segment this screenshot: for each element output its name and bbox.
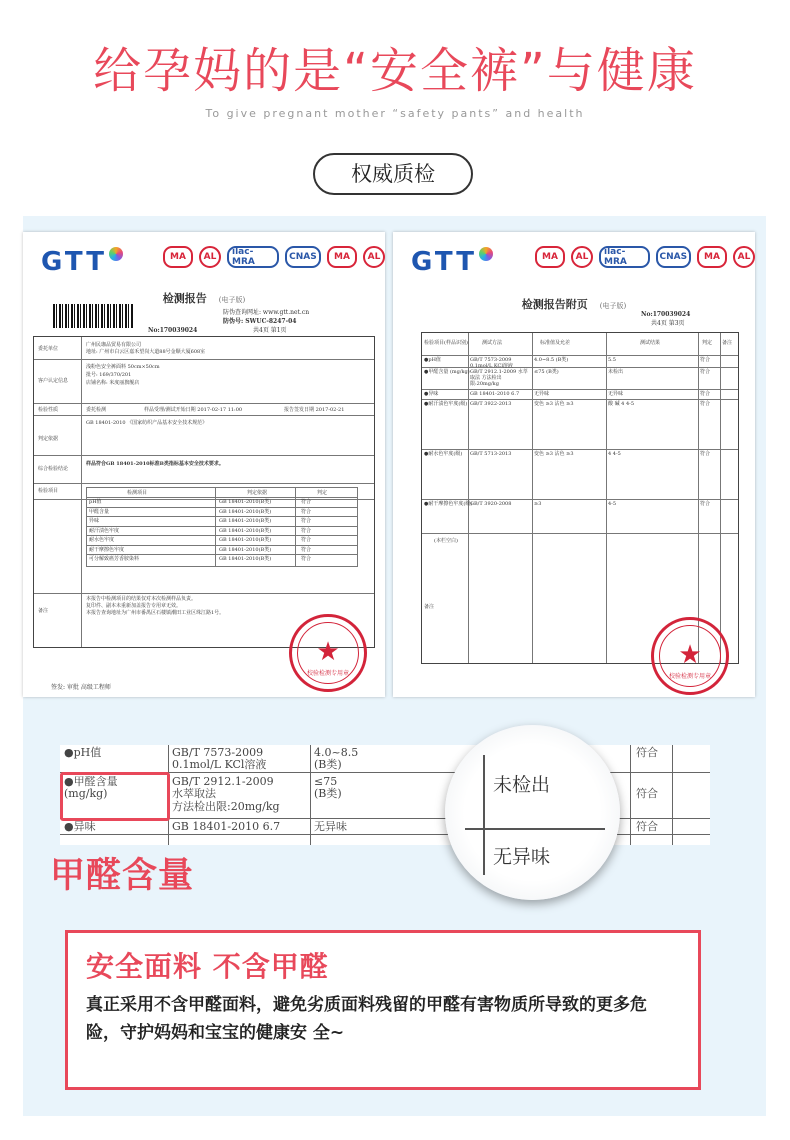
certification-badges bbox=[535, 246, 755, 268]
cal-badge-icon: AL bbox=[363, 246, 385, 268]
items-table: 检测项目 判定依据 判定 pH值 GB 18401-2010(B类) 符合 甲醛含量 GB 18401-2010(B类) 符合 异味 GB 18401-2010(B类) 符合 耐汗渍色牢度 GB 18401-2010(B类) 符合 耐水色牢度 GB 18401-2010(B类) 符合 耐干摩擦色牢度 GB 18401-2010(B类) 符合 可分解致癌芳香胺染料 GB 18401-2010(B类) 符合 bbox=[86, 487, 358, 567]
callout-body: 真正采用不含甲醛面料，避免劣质面料残留的甲醛有害物质所导致的更多危险，守护妈妈和宝宝的健康安 全~ bbox=[86, 995, 647, 1043]
table-cell: 耐水色牢度 bbox=[89, 537, 115, 543]
table-cell: 耐干摩擦色牢度 bbox=[89, 546, 125, 553]
report-title: 检测报告附页 (电子版) bbox=[521, 298, 627, 311]
table-cell: 符合 bbox=[301, 546, 312, 553]
test-report-main bbox=[23, 232, 385, 697]
ilac-badge-icon: ilac-MRA bbox=[227, 246, 279, 268]
seal-star-icon: ★ bbox=[316, 637, 340, 667]
cnas-badge-icon: CNAS bbox=[656, 246, 691, 268]
zoomed-table-strip: ●pH值 GB/T 7573-2009 0.1mol/L KCl溶液 4.0~8.5 (B类) 符合 ●甲醛含量 (mg/kg) GB/T 2912.1-2009 水萃取法 方法检出限:20mg/kg ≤75 (B类) 符合 ●异味 GB 18401-2010 6.7 无异味 符合 bbox=[60, 745, 710, 845]
table-cell: 无异味 bbox=[608, 391, 624, 397]
seal-star-icon: ★ bbox=[678, 640, 702, 670]
official-seal: ★ 校验检测专用章 bbox=[289, 614, 367, 692]
table-cell: 符合 bbox=[700, 357, 711, 363]
magnified-not-detected: 未检出 bbox=[493, 774, 551, 796]
table-cell: GB 18401-2010(B类) bbox=[219, 527, 272, 534]
page-count: 共4页 第1页 bbox=[253, 327, 287, 334]
table-cell: 4 4-5 bbox=[608, 451, 621, 457]
page-title: 给孕妈的是“安全裤”与健康 bbox=[93, 43, 697, 99]
table-cell: 变色 ≥3 沾色 ≥3 bbox=[534, 451, 574, 457]
table-cell: ●异味 bbox=[424, 391, 439, 397]
table-cell: 异味 bbox=[89, 518, 100, 524]
report-title: 检测报告 (电子版) bbox=[162, 292, 246, 305]
table-cell: GB/T 3920-2008 bbox=[470, 501, 512, 507]
cal-badge-icon: AL bbox=[571, 246, 593, 268]
page-count: 共4页 第3页 bbox=[651, 320, 685, 327]
table-cell: GB 18401-2010 6.7 bbox=[470, 391, 520, 397]
signer: 签发: 审批 高级工程师 bbox=[51, 684, 111, 691]
section-tag: 权威质检 bbox=[313, 153, 473, 195]
table-cell: 符合 bbox=[301, 508, 312, 515]
table-cell: 无异味 bbox=[534, 391, 550, 397]
table-cell: 符合 bbox=[700, 451, 711, 457]
table-cell: 耐汗渍色牢度 bbox=[89, 527, 120, 534]
table-cell: 可分解致癌芳香胺染料 bbox=[89, 556, 140, 562]
table-cell: 4-5 bbox=[608, 501, 617, 507]
table-cell: 未检出 bbox=[608, 369, 624, 375]
table-cell: 符合 bbox=[301, 556, 312, 562]
table-cell: 符合 bbox=[700, 369, 711, 375]
gtt-flower-icon bbox=[479, 247, 493, 261]
table-cell: pH值 bbox=[89, 499, 102, 505]
query-site: 防伪查询网址: www.gtt.net.cn bbox=[223, 309, 310, 316]
table-cell: GB/T 5713-2013 bbox=[470, 451, 512, 457]
ilac-badge-icon: ilac-MRA bbox=[599, 246, 650, 268]
cnas-badge-icon: CNAS bbox=[285, 246, 321, 268]
table-cell: 5.5 bbox=[608, 357, 616, 363]
table-cell: 符合 bbox=[700, 391, 711, 397]
report-table: 委托单位 广州民珈品贸易有限公司 地址: 广州市白云区嘉禾望岗大道88号金顺大厦608室 客户认定信息 浅粉色安全裤面料 50cm×50cm 批号: 169/370/201 店铺名称: 米度丽旗舰店 检验性质 委托检测 样品受理/测试开始日期 2017-02-17 11:00 报告签发日期 2017-02-21 GB 18401-2010 《国家纺织产品基本安全技术规范》 判定依据 综合检验结论 样品符合GB 18401-2010标准B类指标基本安全技术要求。 检验项目 检测项目 判定依据 判定 pH值 GB 18401-2010(B类) 符合 甲醛含量 GB 18401-2010(B类) 符合 异味 GB 18401-2010(B类) 符合 耐汗渍色牢度 GB 18401-2010(B类) 符合 耐水色牢度 GB 18401-2010(B类) 符合 耐干摩擦色牢度 GB 18401-2010(B类) 符合 可分解致癌芳香胺染料 GB 18401-2010(B类) 符合 备注 本报告中检测项目的结果仅对本次检测样品负责。 复印件、副本未重新加盖报告专用章无效。 本报告查询地址为广州市番禺区石楼镇潮田工业区珠江路1号。 bbox=[33, 336, 375, 648]
table-cell: GB 18401-2010(B类) bbox=[219, 546, 272, 553]
certification-badges bbox=[163, 246, 385, 268]
table-cell: ●pH值 bbox=[424, 357, 441, 363]
table-cell: ●甲醛含量 (mg/kg) bbox=[424, 369, 470, 375]
report-number: No:170039024 bbox=[641, 311, 691, 318]
cal-badge-icon: AL bbox=[199, 246, 221, 268]
table-cell: 符合 bbox=[700, 501, 711, 507]
cma-badge-icon: MA bbox=[163, 246, 193, 268]
table-cell: ≤75 (B类) bbox=[534, 369, 559, 375]
table-cell: 4.0~8.5 (B类) bbox=[534, 357, 569, 363]
magnifier-lens bbox=[445, 725, 620, 900]
table-cell: 甲醛含量 bbox=[89, 508, 110, 515]
cma-badge-icon: MA bbox=[327, 246, 357, 268]
table-cell: GB 18401-2010(B类) bbox=[219, 537, 272, 543]
gtt-flower-icon bbox=[109, 247, 123, 261]
cal-badge-icon: AL bbox=[733, 246, 755, 268]
table-cell: ●耐汗渍色牢度(级) bbox=[424, 401, 468, 407]
table-cell: GB/T 2912.1-2009 水萃取法 方法检出限:20mg/kg bbox=[470, 369, 528, 387]
table-cell: 符合 bbox=[301, 537, 312, 543]
appendix-table: 检验项目(样品识别) 测试方法 标准值及允差 测试结果 判定 备注 ●pH值 GB/T 7573-2009 0.1mol/L KCl溶液 4.0~8.5 (B类) 5.5 符合 ●甲醛含量 (mg/kg) GB/T 2912.1-2009 水萃取法 方法检出限:20mg/kg ≤75 (B类) 未检出 符合 ●异味 GB 18401-2010 6.7 无异味 无异味 符合 ●耐汗渍色牢度(级) GB/T 3922-2013 变色 ≥3 沾色 ≥3 酸 碱 4 4-5 符合 ●耐水色牢度(级) GB/T 5713-2013 变色 ≥3 沾色 ≥3 4 4-5 符合 ●耐干摩擦色牢度(级) GB/T 3920-2008 ≥3 4-5 符合 备注 (本栏空白) bbox=[421, 332, 739, 664]
table-cell: 酸 碱 4 4-5 bbox=[608, 401, 635, 407]
page-subtitle: To give pregnant mother “safety pants” and health bbox=[205, 107, 585, 120]
gtt-logo: GTT bbox=[41, 247, 123, 277]
table-cell: GB 18401-2010(B类) bbox=[219, 556, 272, 562]
callout-heading: 安全面料 不含甲醛 bbox=[86, 950, 329, 983]
safety-callout bbox=[65, 930, 701, 1090]
table-cell: GB 18401-2010(B类) bbox=[219, 518, 272, 524]
magnified-no-odor: 无异味 bbox=[493, 846, 551, 868]
report-number: No:170039024 bbox=[148, 327, 198, 334]
official-seal: ★ 校验检测专用章 bbox=[651, 617, 729, 695]
table-cell: 符合 bbox=[301, 518, 312, 524]
table-cell: GB 18401-2010(B类) bbox=[219, 508, 272, 515]
table-cell: ●耐水色牢度(级) bbox=[424, 451, 463, 457]
formaldehyde-highlight bbox=[60, 772, 170, 821]
table-cell: ●耐干摩擦色牢度(级) bbox=[424, 501, 473, 507]
gtt-logo: GTT bbox=[411, 247, 493, 277]
cma-badge-icon: MA bbox=[697, 246, 727, 268]
security-code: 防伪号: SWUC-8247-04 bbox=[223, 318, 297, 325]
table-cell: GB 18401-2010(B类) bbox=[219, 499, 272, 505]
table-cell: 符合 bbox=[301, 499, 312, 505]
table-cell: 符合 bbox=[700, 401, 711, 407]
table-cell: ≥3 bbox=[534, 501, 542, 507]
table-cell: 变色 ≥3 沾色 ≥3 bbox=[534, 401, 574, 407]
cma-badge-icon: MA bbox=[535, 246, 565, 268]
table-cell: GB/T 3922-2013 bbox=[470, 401, 512, 407]
table-cell: GB/T 7573-2009 0.1mol/L KCl溶液 bbox=[470, 357, 513, 369]
barcode bbox=[53, 304, 133, 328]
formaldehyde-label: 甲醛含量 bbox=[50, 856, 195, 896]
table-cell: 符合 bbox=[301, 527, 312, 534]
test-report-appendix bbox=[393, 232, 755, 697]
